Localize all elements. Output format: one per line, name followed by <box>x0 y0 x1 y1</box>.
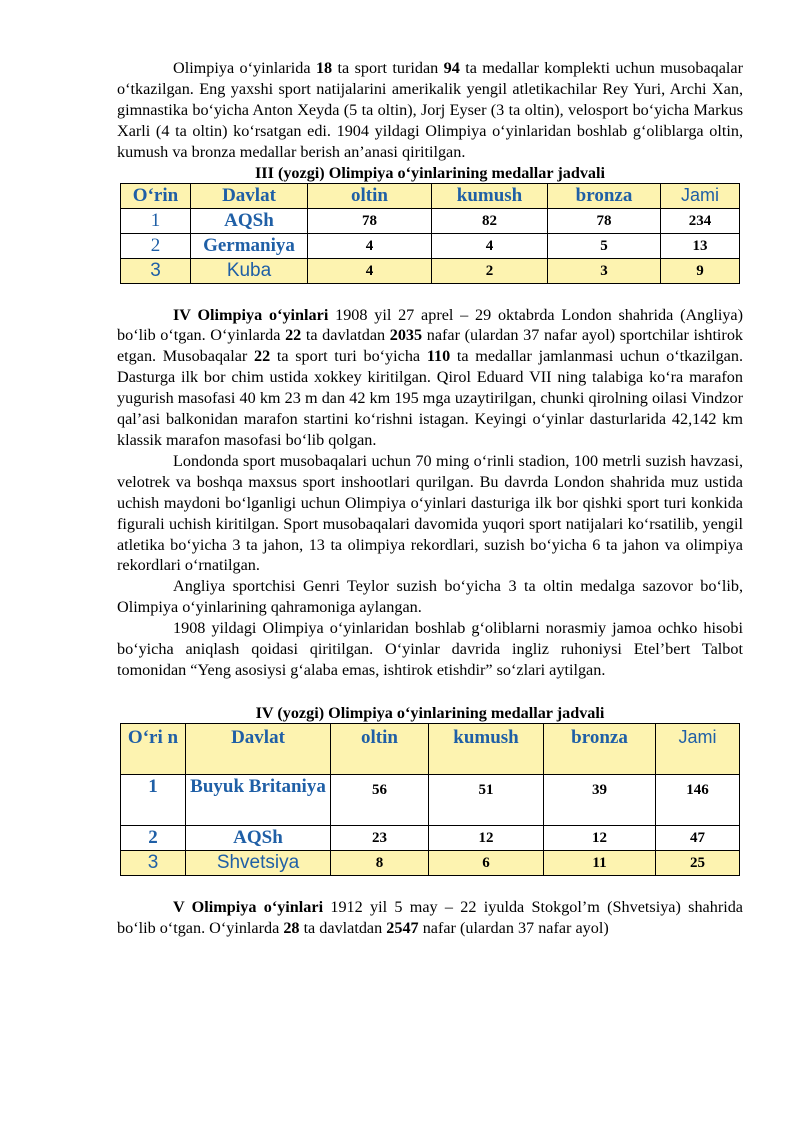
header-rank: O‘rin <box>121 183 191 208</box>
bronze-cell: 12 <box>544 825 656 850</box>
table-header-row <box>121 723 740 774</box>
rank-cell: 3 <box>121 258 191 283</box>
rank-cell: 1 <box>121 774 186 825</box>
country-cell: Shvetsiya <box>186 850 331 875</box>
bronze-cell: 3 <box>548 258 661 283</box>
gold-cell: 4 <box>308 233 432 258</box>
table-row <box>121 208 740 233</box>
header-country: Davlat <box>186 723 331 774</box>
bronze-cell: 39 <box>544 774 656 825</box>
gold-cell: 4 <box>308 258 432 283</box>
bronze-cell: 5 <box>548 233 661 258</box>
header-bronze: bronza <box>548 183 661 208</box>
rank-cell: 1 <box>121 208 191 233</box>
rank-cell: 2 <box>121 825 186 850</box>
bronze-cell: 78 <box>548 208 661 233</box>
header-rank: O‘ri n <box>121 723 186 774</box>
section4-paragraph-2: Londonda sport musobaqalari uchun 70 ming o‘rinli stadion, 100 metrli suzish havzasi, velotrek va boshqa maxsus sport inshootlari qurilgan. Bu davrda London shahrida muz ustida uchish maydoni bo‘lganligi uchun Olimpiya o‘yinlari dasturiga ilk bor qishki sport turi konkida figurali uchish kiritilgan. Sport musobaqalari davomida yuqori sport natijalari ko‘rsatilib, yengil atletika bo‘yicha 3 ta jahon, 13 ta olimpiya rekordlari, suzish bo‘yicha 6 ta jahon va olimpiya rekordlari o‘rnatilgan. <box>117 451 743 575</box>
total-cell: 47 <box>656 825 740 850</box>
section5-paragraph-1: V Olimpiya o‘yinlari 1912 yil 5 may – 22 iyulda Stokgol’m (Shvetsiya) shahrida bo‘lib o‘tgan. O‘yinlarda 28 ta davlatdan 2547 nafar (ulardan 37 nafar ayol) <box>117 897 743 937</box>
table1-title: III (yozgi) Olimpiya o‘yinlarining medallar jadvali <box>255 163 605 182</box>
header-total: Jami <box>656 723 740 774</box>
gold-cell: 56 <box>331 774 429 825</box>
rank-cell: 2 <box>121 233 191 258</box>
silver-cell: 12 <box>429 825 544 850</box>
country-cell: Buyuk Britaniya <box>186 774 331 825</box>
rank-cell: 3 <box>121 850 186 875</box>
table-row <box>121 850 740 875</box>
total-cell: 9 <box>661 258 740 283</box>
header-country: Davlat <box>191 183 308 208</box>
total-cell: 234 <box>661 208 740 233</box>
total-cell: 13 <box>661 233 740 258</box>
silver-cell: 2 <box>432 258 548 283</box>
country-cell: AQSh <box>191 208 308 233</box>
table-row <box>121 774 740 825</box>
table-row <box>121 258 740 283</box>
table-header-row <box>121 183 740 208</box>
country-cell: Kuba <box>191 258 308 283</box>
section4-paragraph-1: IV Olimpiya o‘yinlari 1908 yil 27 aprel – 29 oktabrda London shahrida (Angliya) bo‘lib o‘tgan. O‘yinlarda 22 ta davlatdan 2035 nafar (ulardan 37 nafar ayol) sportchilar ishtirok etgan. Musobaqalar 22 ta sport turi bo‘yicha 110 ta medallar jamlanmasi uchun o‘tkazilgan. Dasturga ilk bor chim ustida xokkey kiritilgan. Qirol Eduard VII ning talabiga ko‘ra marafon yugurish masofasi 40 km 23 m dan 42 km 195 mga uzaytirilgan, chunki qirolning oilasi Vindzor qal’asi balkonidan marafon startini ko‘rishni istagan. Keyingi o‘yinlar dasturlarida 42,142 km klassik marafon masofasi bo‘lib qolgan. <box>117 305 744 449</box>
gold-cell: 78 <box>308 208 432 233</box>
header-gold: oltin <box>308 183 432 208</box>
table2-title: IV (yozgi) Olimpiya o‘yinlarining medallar jadvali <box>255 703 605 722</box>
bronze-cell: 11 <box>544 850 656 875</box>
header-silver: kumush <box>432 183 548 208</box>
document-page <box>117 58 743 939</box>
table-row <box>121 233 740 258</box>
header-bronze: bronza <box>544 723 656 774</box>
silver-cell: 6 <box>429 850 544 875</box>
table-row <box>121 825 740 850</box>
gold-cell: 23 <box>331 825 429 850</box>
total-cell: 25 <box>656 850 740 875</box>
gold-cell: 8 <box>331 850 429 875</box>
section4-paragraph-3: Angliya sportchisi Genri Teylor suzish bo‘yicha 3 ta oltin medalga sazovor bo‘lib, Olimpiya o‘yinlarining qahramoniga aylangan. <box>117 577 743 617</box>
medal-table-iv <box>120 723 740 876</box>
intro-paragraph: Olimpiya o‘yinlarida 18 ta sport turidan 94 ta medallar komplekti uchun musobaqalar o‘tkazilgan. Eng yaxshi sport natijalarini amerikalik yengil atletikachilar Rey Yuri, Archi Xan, gimnastika bo‘yicha Anton Xeyda (5 ta oltin), Jorj Eyser (3 ta oltin), velosport bo‘yicha Markus Xarli (4 ta oltin) ko‘rsatgan edi. 1904 yildagi Olimpiya o‘yinlaridan boshlab g‘oliblarga oltin, kumush va bronza medallar berish an’anasi qiritilgan. <box>117 59 743 161</box>
medal-table-iii <box>120 183 740 284</box>
country-cell: Germaniya <box>191 233 308 258</box>
silver-cell: 4 <box>432 233 548 258</box>
silver-cell: 51 <box>429 774 544 825</box>
section4-paragraph-4: 1908 yildagi Olimpiya o‘yinlaridan boshlab g‘oliblarni norasmiy jamoa ochko hisobi bo‘yicha aniqlash qoidasi qiritilgan. O‘yinlar davrida ingliz ruhoniysi Etel’bert Talbot tomonidan “Yeng asosiysi g‘alaba emas, ishtirok etishdir” so‘zlari aytilgan. <box>117 619 743 679</box>
header-gold: oltin <box>331 723 429 774</box>
total-cell: 146 <box>656 774 740 825</box>
header-total: Jami <box>661 183 740 208</box>
silver-cell: 82 <box>432 208 548 233</box>
header-silver: kumush <box>429 723 544 774</box>
country-cell: AQSh <box>186 825 331 850</box>
